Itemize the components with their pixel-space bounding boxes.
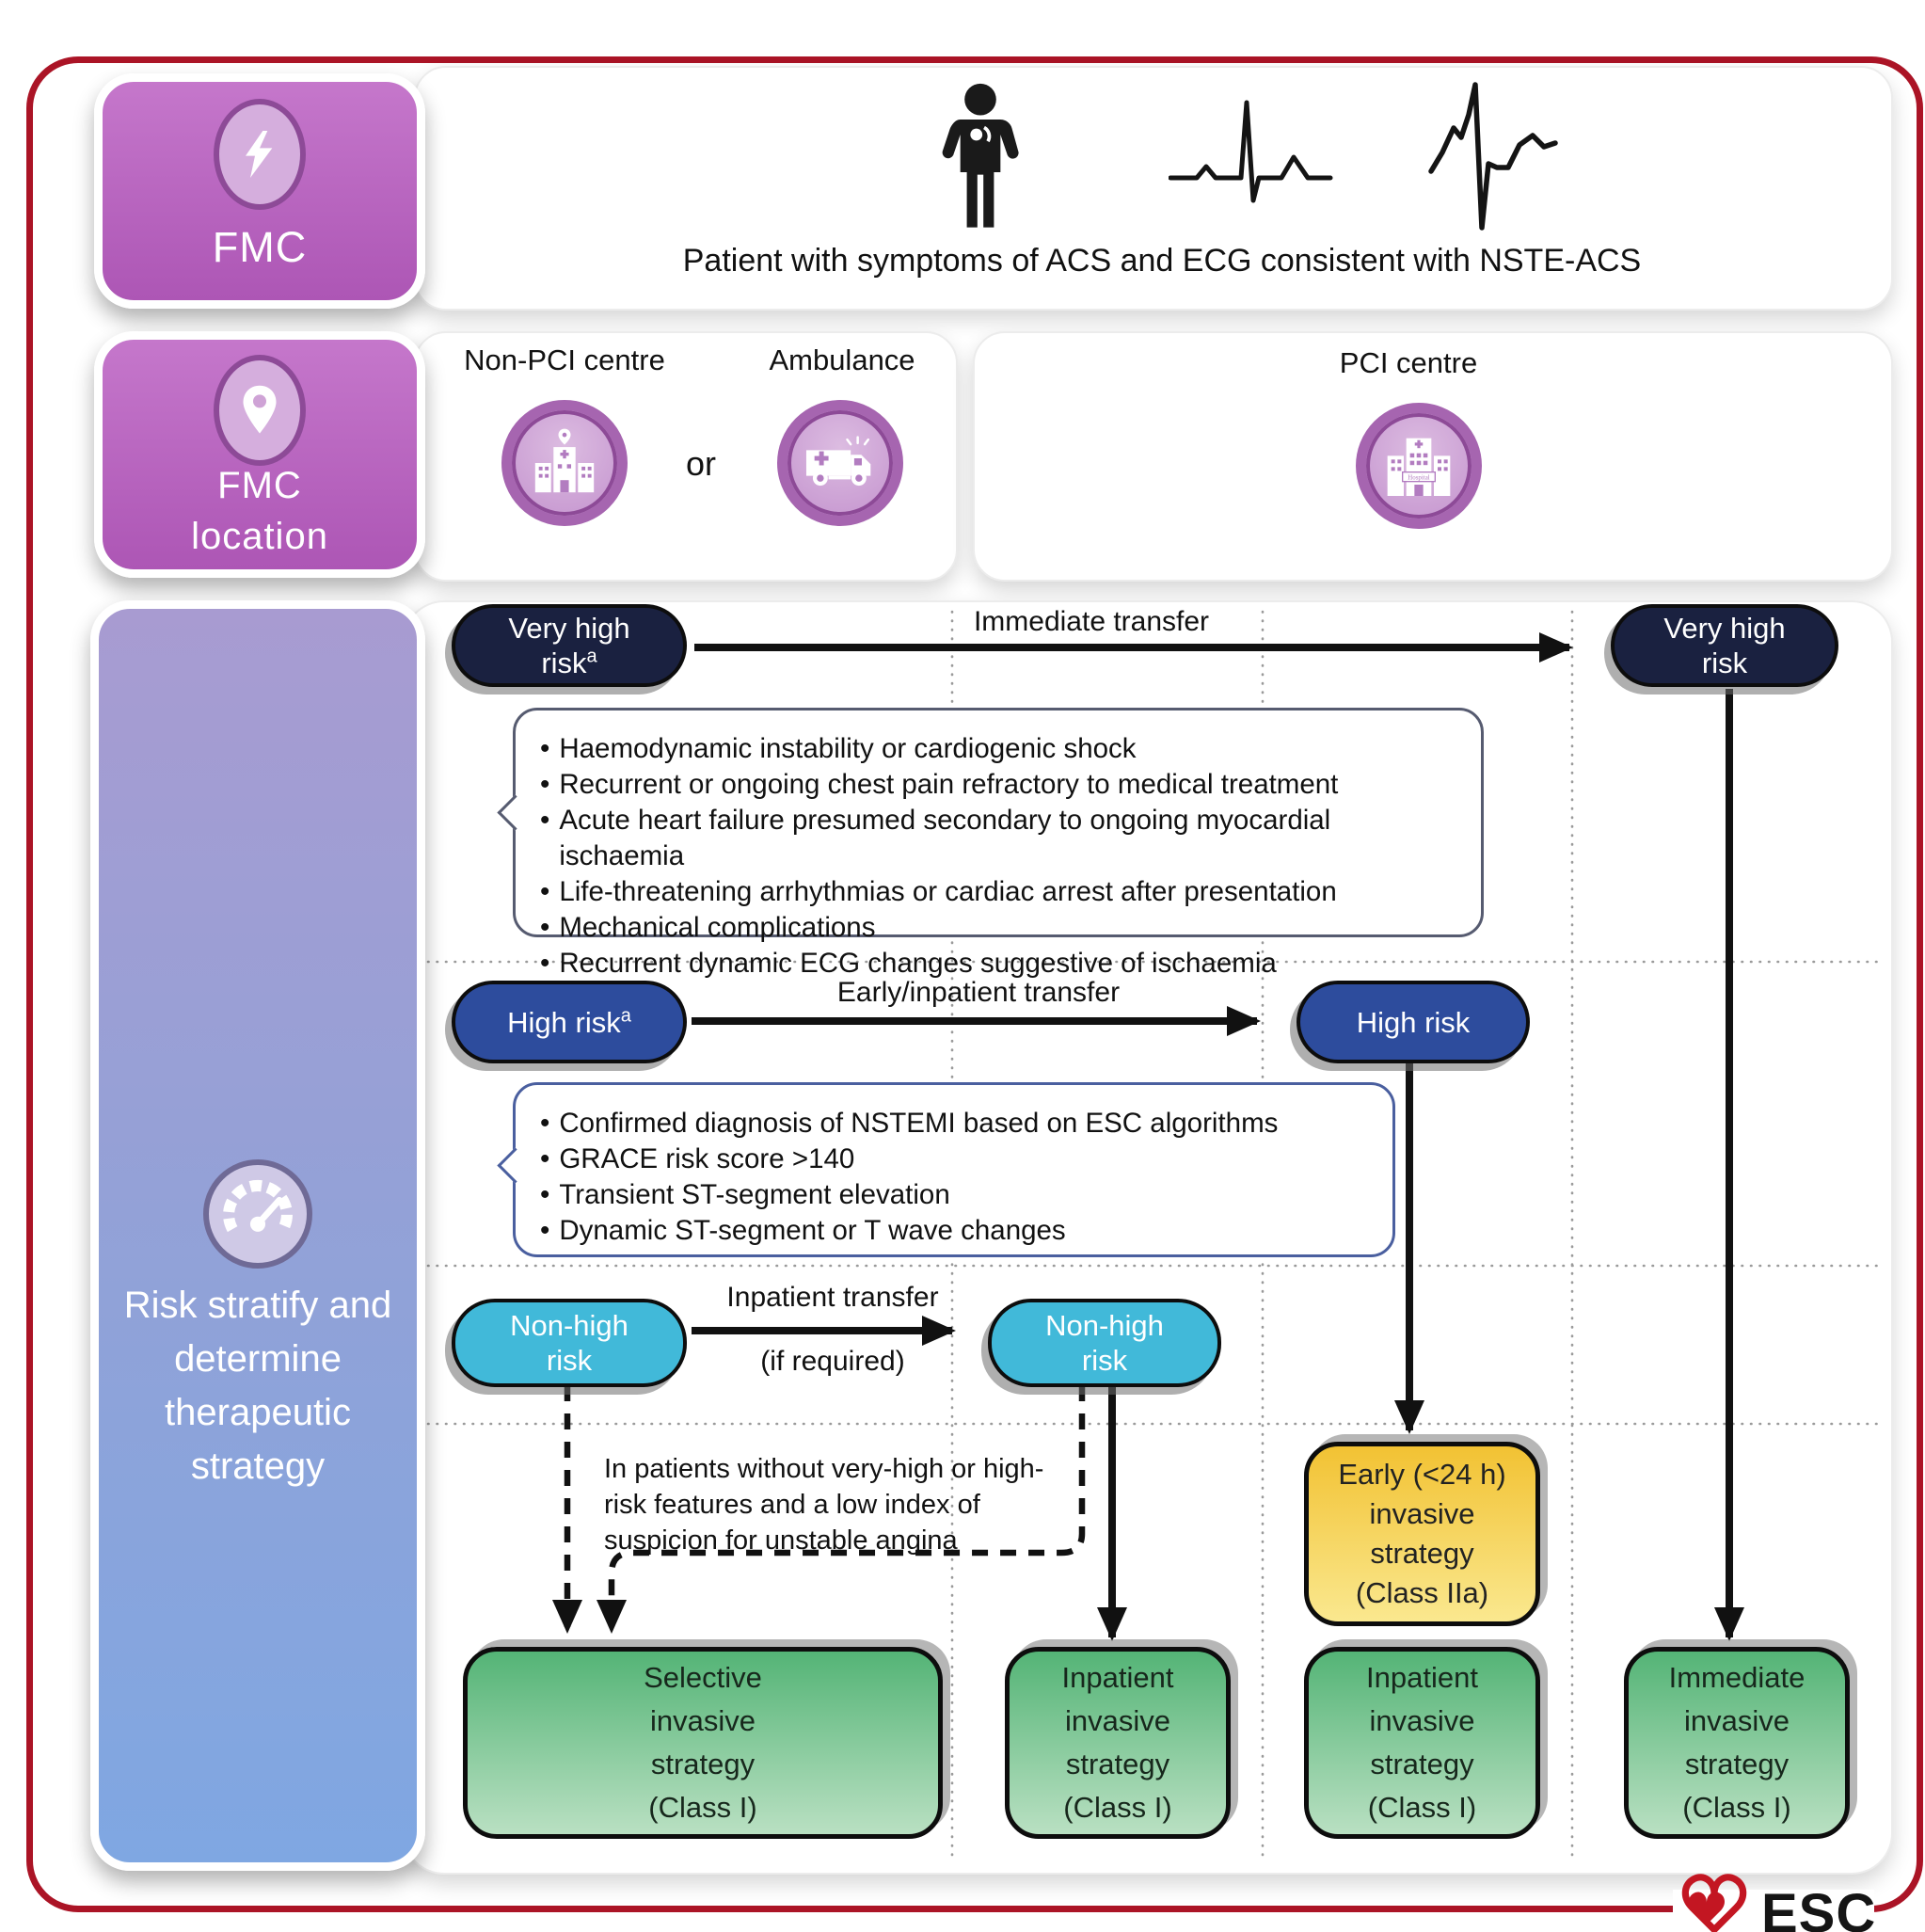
non-high-risk-right-pill [988,1299,1221,1387]
risk-stratify-label: Risk stratify and determine therapeutic strategy [123,1285,392,1487]
high-risk-criteria [513,1082,1395,1257]
hospital-sign-text: Hospital [1408,474,1430,482]
selective-line1: Selective [644,1661,762,1694]
high-left-line [507,1005,631,1040]
ecg-normal-icon [1169,91,1357,223]
immediate-invasive-strategy-box [1624,1647,1850,1839]
early-line4: (Class IIa) [1355,1576,1489,1609]
inpatient2-line2: invasive [1369,1704,1475,1737]
immediate-line4: (Class I) [1682,1791,1791,1824]
inpatient-transfer-label: Inpatient transfer [726,1282,939,1313]
high-criterion: • Dynamic ST-segment or T wave changes [540,1213,1368,1249]
immediate-line2: invasive [1684,1704,1790,1737]
very-high-criterion: • Recurrent or ongoing chest pain refractory to medical treatment [540,767,1456,803]
pci-hospital-medallion [1356,403,1482,529]
non-pci-hospital-medallion [501,400,628,526]
inpatient2-line4: (Class I) [1367,1791,1477,1824]
fmc-location-label [103,460,417,562]
inpatient1-line3: strategy [1065,1748,1170,1780]
non-high-left-line2: risk [546,1344,593,1377]
lightning-oval [214,99,306,210]
location-pin-icon [240,383,279,438]
early-line3: strategy [1370,1537,1474,1570]
non-pci-centre-label: Non-PCI centre [464,343,665,376]
inpatient1-line2: invasive [1065,1704,1170,1737]
very-high-criterion: • Haemodynamic instability or cardiogenic shock [540,731,1456,767]
early-line1: Early (<24 h) [1338,1458,1506,1491]
non-high-left-line1: Non-high [510,1309,628,1342]
non-pci-hospital-icon [528,426,601,500]
inpatient1-line4: (Class I) [1063,1791,1172,1824]
non-high-right-line1: Non-high [1045,1309,1164,1342]
if-required-label: (if required) [760,1346,905,1377]
very-high-risk-left-pill [452,604,687,687]
patient-chest-pain-icon [929,82,1032,232]
inpatient2-line1: Inpatient [1366,1661,1478,1694]
non-high-right-line2: risk [1081,1344,1128,1377]
selective-line3: strategy [650,1748,756,1780]
esc-heart-icon [1667,1867,1761,1932]
very-high-right-line1: Very high [1663,612,1786,645]
fmc-step-box [94,73,425,309]
gauge-icon [217,1174,298,1254]
fmc-label: FMC [212,223,308,271]
high-risk-left-pill [452,981,687,1063]
very-high-criterion: • Mechanical complications [540,910,1456,946]
inpatient-invasive-strategy-box-1 [1005,1647,1231,1839]
fmc-location-step-box [94,331,425,578]
or-label: or [685,444,716,483]
very-high-criterion: • Recurrent dynamic ECG changes suggestive of ischaemia [540,946,1456,982]
ambulance-label: Ambulance [769,343,915,376]
high-criterion: • GRACE risk score >140 [540,1142,1368,1177]
very-high-risk-right-pill [1611,604,1838,687]
fmc-location-line1: FMC [217,465,302,506]
high-criterion: • Confirmed diagnosis of NSTEMI based on ESC algorithms [540,1106,1368,1142]
very-high-left-line2-text: risk [541,647,587,679]
early-inpatient-transfer-label: Early/inpatient transfer [836,977,1121,1008]
gauge-oval [203,1159,312,1269]
ecg-nste-icon [1427,77,1573,251]
high-risk-right-pill [1297,981,1530,1063]
very-high-left-line2 [541,646,597,680]
very-high-criterion: • Life-threatening arrhythmias or cardiac arrest after presentation [540,874,1456,910]
very-high-risk-criteria [513,708,1484,979]
high-left-text: High risk [507,1005,621,1039]
location-oval [214,355,306,466]
pci-hospital-icon [1381,428,1456,503]
early-line2: invasive [1369,1497,1475,1530]
inpatient-invasive-strategy-box-2 [1304,1647,1540,1839]
very-high-criterion: • Acute heart failure presumed secondary to ongoing myocardial ischaemia [540,803,1456,874]
very-high-left-line1: Very high [508,612,630,645]
immediate-line3: strategy [1684,1748,1790,1780]
inpatient2-line3: strategy [1370,1748,1474,1780]
patient-row-caption: Patient with symptoms of ACS and ECG consistent with NSTE-ACS [682,243,1642,279]
selective-invasive-strategy-box [463,1647,943,1839]
fmc-location-line2: location [191,516,328,557]
immediate-line1: Immediate [1668,1661,1806,1694]
immediate-transfer-label: Immediate transfer [973,606,1210,637]
lightning-icon [241,128,278,181]
esc-logo-text: ESC [1761,1883,1877,1932]
selective-line2: invasive [650,1704,756,1737]
very-high-right-line2: risk [1701,647,1748,679]
ambulance-icon [802,432,879,494]
selective-line4: (Class I) [648,1791,757,1824]
risk-stratify-step-box [90,600,425,1871]
ambulance-medallion [777,400,903,526]
non-high-risk-note: In patients without very-high or high-risk features and a low index of suspicion for unstable angina [604,1454,1044,1556]
early-invasive-strategy-box [1304,1442,1540,1626]
pci-centre-label: PCI centre [1339,346,1478,379]
high-right-text: High risk [1356,1005,1471,1039]
inpatient1-line1: Inpatient [1061,1661,1174,1694]
high-left-sup: a [620,1005,631,1027]
very-high-left-sup: a [586,646,597,667]
high-criterion: • Transient ST-segment elevation [540,1177,1368,1213]
